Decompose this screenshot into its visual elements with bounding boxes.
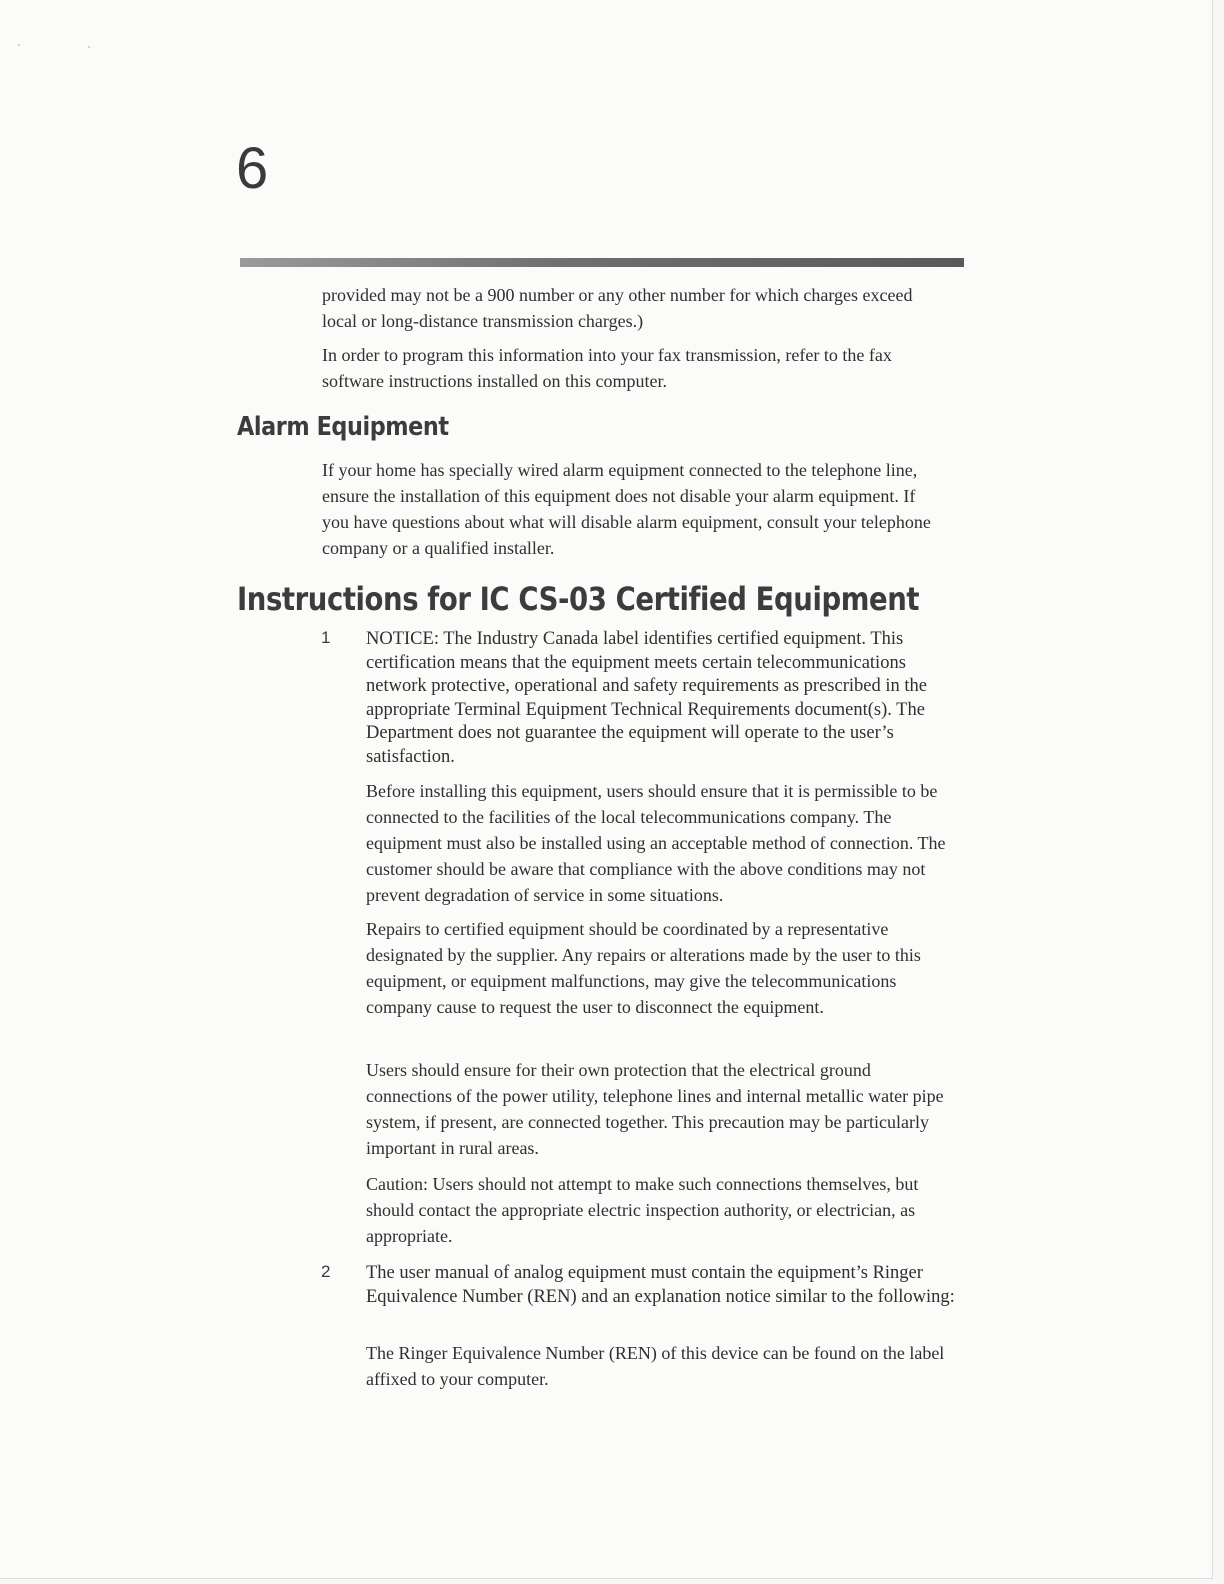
ic-instructions-heading: Instructions for IC CS-03 Certified Equipment [237,580,920,618]
scan-speck [88,46,90,48]
header-rule [240,258,964,267]
item1-ground-connections-paragraph: Users should ensure for their own protection that the electrical ground connections of the power utility, telephone lines and internal metallic water pipe system, if present, are connected together. This precaution may be particularly important in rural areas. [366,1060,944,1158]
list-number-1: 1 [321,628,331,647]
item1-notice-paragraph: NOTICE: The Industry Canada label identifies certified equipment. This certification means that the equipment meets certain telecommunications network protective, operational and safety requirements as prescribed in the appropriate Terminal Equipment Technical Requirements document(s). The Department does not guarantee the equipment will operate to the user’s satisfaction. [366,629,927,767]
scan-speck [18,44,20,46]
item1-repairs-paragraph: Repairs to certified equipment should be coordinated by a representative designated by the supplier. Any repairs or alterations made by the user to this equipment, or equipment malfunctions, may give the telecommunications company cause to request the user to disconnect the equipment. [366,919,921,1017]
intro-paragraph-2: In order to program this information into your fax transmission, refer to the fax software instructions installed on this computer. [322,345,892,391]
alarm-equipment-heading: Alarm Equipment [237,412,449,442]
item2-user-manual-paragraph: The user manual of analog equipment must contain the equipment’s Ringer Equivalence Number (REN) and an explanation notice similar to the following: [366,1263,955,1307]
item1-before-installing-paragraph: Before installing this equipment, users should ensure that it is permissible to be connected to the facilities of the local telecommunications company. The equipment must also be installed using an acceptable method of connection. The customer should be aware that compliance with the above conditions may not prevent degradation of service in some situations. [366,781,946,905]
item1-caution-paragraph: Caution: Users should not attempt to make such connections themselves, but should contact the appropriate electric inspection authority, or electrician, as appropriate. [366,1174,919,1246]
intro-paragraph-1: provided may not be a 900 number or any other number for which charges exceed local or long-distance transmission charges.) [322,285,913,331]
item2-ren-paragraph: The Ringer Equivalence Number (REN) of this device can be found on the label affixed to your computer. [366,1343,945,1389]
chapter-number: 6 [236,136,269,201]
list-number-2: 2 [321,1262,331,1281]
alarm-paragraph: If your home has specially wired alarm equipment connected to the telephone line, ensure the installation of this equipment does not disable your alarm equipment. If you have questions about what will disable alarm equipment, consult your telephone company or a qualified installer. [322,460,931,558]
